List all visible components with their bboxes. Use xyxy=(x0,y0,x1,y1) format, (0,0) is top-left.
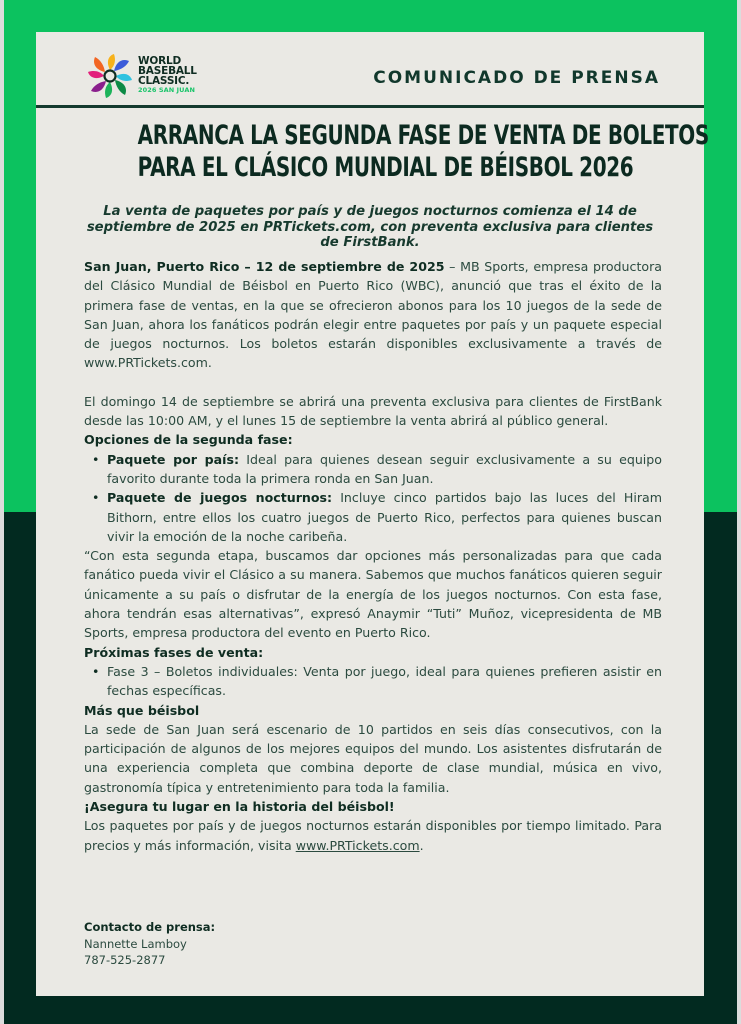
options-list xyxy=(84,450,662,546)
presale-paragraph: El domingo 14 de septiembre se abrirá una preventa exclusiva para clientes de FirstBank desde las 10:00 AM, y el lunes 15 de septiembre la venta abrirá al público general. xyxy=(84,393,662,429)
header xyxy=(36,32,704,108)
page-frame xyxy=(4,0,737,1024)
more-heading: Más que béisbol xyxy=(84,702,200,718)
option-title: Paquete de juegos nocturnos: xyxy=(107,490,333,506)
logo-line-classic: CLASSIC. xyxy=(138,75,190,87)
logo-line-world: WORLD xyxy=(138,55,181,67)
subheadline: La venta de paquetes por país y de juegos nocturnos comienza el 14 de septiembre de 2025 en PRTickets.com, con preventa exclusiva para clientes de FirstBank. xyxy=(86,204,654,250)
option-title: Paquete por país: xyxy=(107,451,239,467)
list-item: • Fase 3 – Boletos individuales: Venta por juego, ideal para quienes prefieren asistir en fechas específicas. xyxy=(107,662,662,701)
cta-end: . xyxy=(419,837,424,853)
more-paragraph: La sede de San Juan será escenario de 10 partidos en seis días consecutivos, con la participación de algunos de los mejores equipos del mundo. Los asistentes disfrutarán de una experiencia completa que combina deporte de clase mundial, música en vivo, gastronomía típica y entretenimiento para toda la familia. xyxy=(84,721,662,795)
logo-line-baseball: BASEBALL xyxy=(138,65,197,77)
list-item xyxy=(107,488,662,546)
press-release-label: COMUNICADO DE PRENSA xyxy=(373,68,660,88)
logo-wordmark xyxy=(138,56,197,94)
header-divider xyxy=(36,105,704,108)
headline-line-1: ARRANCA LA SEGUNDA FASE DE VENTA DE BOLETOS xyxy=(137,120,709,151)
wbc-pinwheel-logo-icon xyxy=(88,54,132,98)
paragraph-gap xyxy=(84,373,662,392)
press-release-panel xyxy=(36,32,709,996)
dateline: San Juan, Puerto Rico – 12 de septiembre de 2025 xyxy=(84,259,445,274)
prtickets-link[interactable]: www.PRTickets.com xyxy=(295,837,420,853)
quote-paragraph: “Con esta segunda etapa, buscamos dar opciones más personalizadas para que cada fanático pueda vivir el Clásico a su manera. Sabemos que muchos fanáticos quieren seguir únicamente a su país o disfrutar de la energía de los juegos nocturnos. Con esta fase, ahora tendrán esas alternativas”, expresó Anaymir “Tuti” Muñoz, vicepresidenta de MB Sports, empresa productora del evento en Puerto Rico. xyxy=(84,548,662,641)
list-item xyxy=(107,450,662,489)
headline-line-2: PARA EL CLÁSICO MUNDIAL DE BÉISBOL 2026 xyxy=(137,152,634,183)
options-heading: Opciones de la segunda fase: xyxy=(84,432,293,448)
headline xyxy=(137,120,709,184)
intro-paragraph xyxy=(84,257,662,373)
contact-phone: 787-525-2877 xyxy=(84,953,166,967)
contact-title: Contacto de prensa: xyxy=(84,920,216,934)
logo-line-edition: 2026 SAN JUAN xyxy=(138,86,196,94)
cta-text: Los paquetes por país y de juegos nocturnos estarán disponibles por tiempo limitado. Para precios y más información, visita xyxy=(84,818,662,853)
intro-text: – MB Sports, empresa productora del Clásico Mundial de Béisbol en Puerto Rico (WBC), anunció que tras el éxito de la primera fase de ventas, en la que se ofrecieron abonos para los 10 juegos de la sede de San Juan, ahora los fanáticos podrán elegir entre paquetes por país y un paquete especial de juegos nocturnos. Los boletos estarán disponibles exclusivamente a través de www.PRTickets.com. xyxy=(84,259,662,371)
option-text: Ideal para quienes desean seguir exclusivamente a su equipo favorito durante toda la primera ronda en San Juan. xyxy=(107,451,663,486)
next-phases-list xyxy=(84,662,662,701)
contact-name: Nannette Lamboy xyxy=(84,936,187,951)
next-phases-heading: Próximas fases de venta: xyxy=(84,644,264,660)
press-contact xyxy=(84,919,384,969)
wbc-logo xyxy=(88,52,238,100)
cta-paragraph xyxy=(84,816,662,855)
cta-heading: ¡Asegura tu lugar en la historia del béisbol! xyxy=(84,799,395,815)
option-text: Incluye cinco partidos bajo las luces del Hiram Bithorn, entre ellos los cuatro juegos de Puerto Rico, perfectos para quienes buscan vivir la emoción de la noche caribeña. xyxy=(107,490,662,544)
article-body xyxy=(84,257,662,855)
